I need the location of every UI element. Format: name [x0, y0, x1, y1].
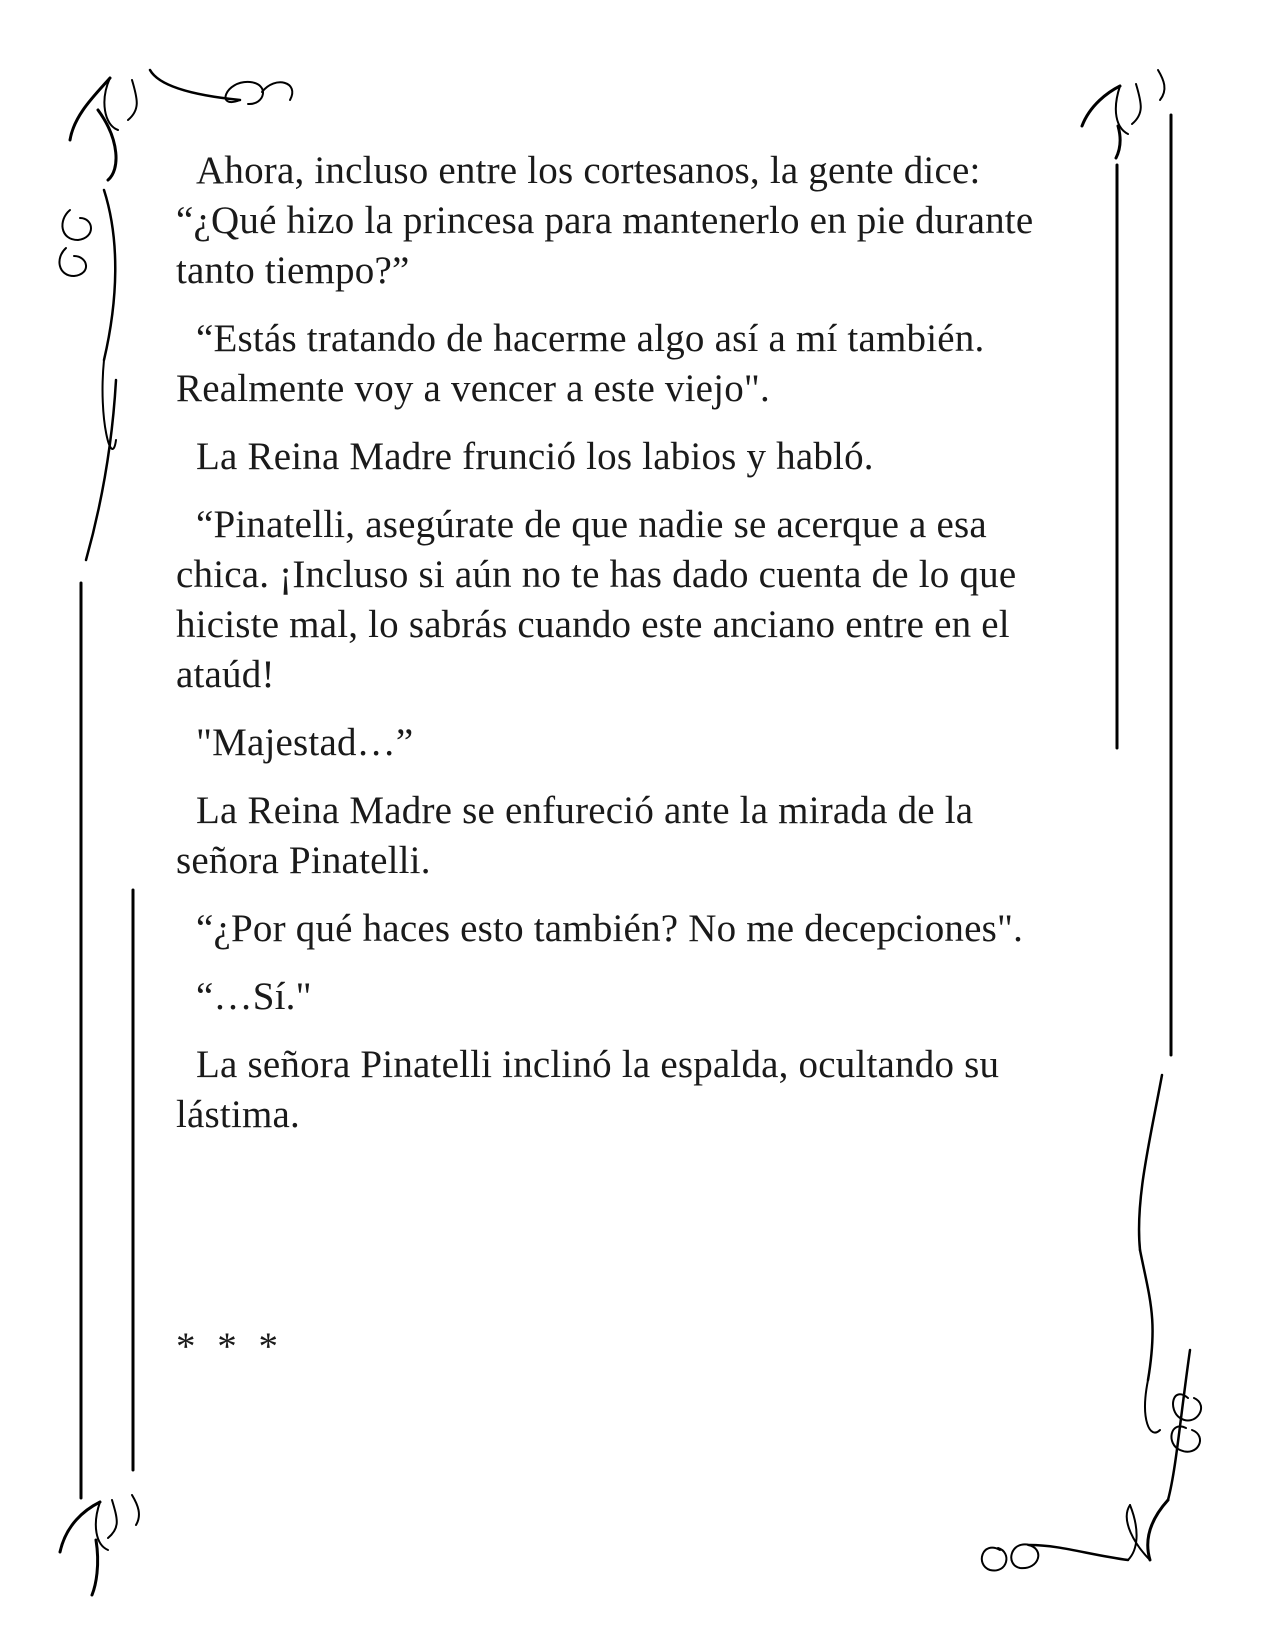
paragraph: “Pinatelli, asegúrate de que nadie se acerque a esa chica. ¡Incluso si aún no te has dado cuenta de lo que hiciste mal, lo sabrás cuando este anciano entre en el ataúd! [176, 503, 1017, 696]
paragraph: "Majestad…” [196, 721, 414, 764]
paragraph: Ahora, incluso entre los cortesanos, la gente dice: “¿Qué hizo la princesa para mantenerlo en pie durante tanto tiempo?” [176, 149, 1034, 292]
top-right-flourish [1082, 70, 1164, 158]
paragraph: La Reina Madre se enfureció ante la mirada de la señora Pinatelli. [176, 789, 974, 882]
scene-separator: * * * [176, 1325, 284, 1368]
paragraph: “Estás tratando de hacerme algo así a mí también. Realmente voy a vencer a este viejo". [176, 317, 985, 410]
paragraph: “¿Por qué haces esto también? No me decepciones". [196, 907, 1024, 950]
paragraph: La señora Pinatelli inclinó la espalda, ocultando su lástima. [176, 1043, 1000, 1136]
story-text [176, 146, 1076, 1158]
paragraph: La Reina Madre frunció los labios y habló. [196, 435, 874, 478]
bottom-left-flourish [60, 1495, 139, 1595]
paragraph: “…Sí." [196, 975, 312, 1018]
